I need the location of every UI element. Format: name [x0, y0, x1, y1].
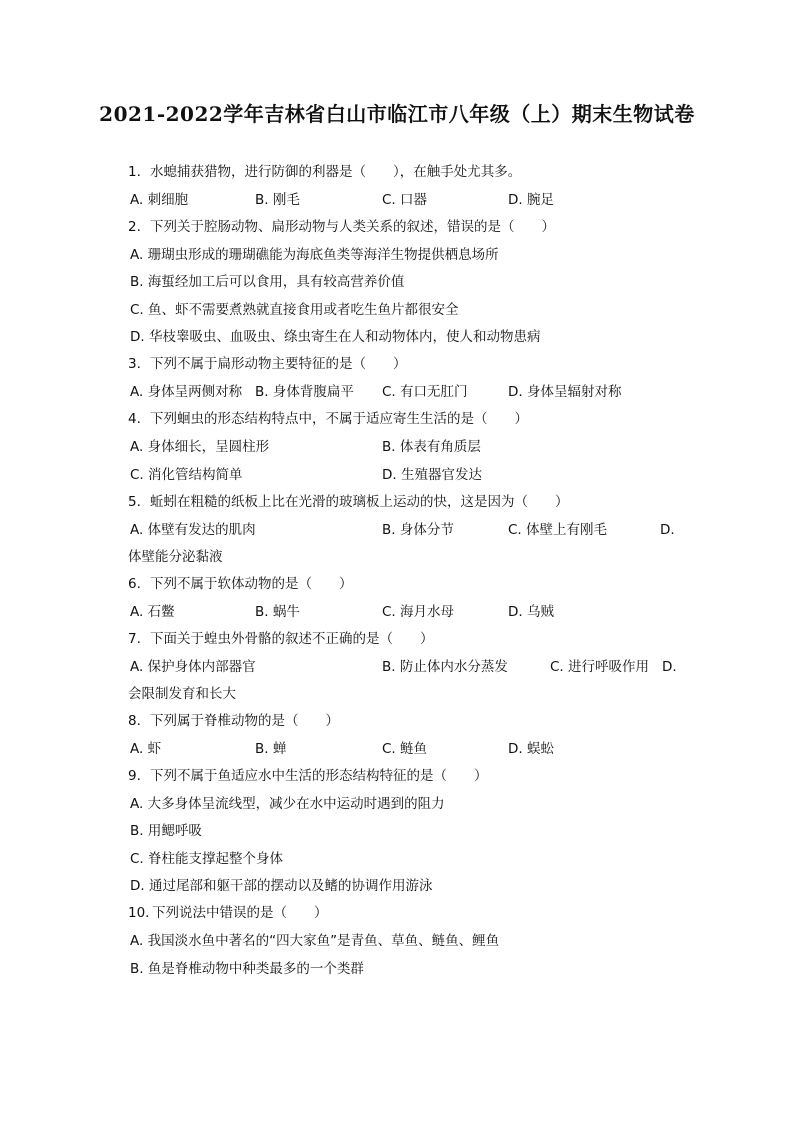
- option-a: A. 珊瑚虫形成的珊瑚礁能为海底鱼类等海洋生物提供栖息场所: [130, 247, 499, 263]
- question-number: 6.: [128, 576, 141, 592]
- option-c: C. 脊柱能支撑起整个身体: [130, 851, 284, 867]
- option-a: A. 大多身体呈流线型，减少在水中运动时遇到的阻力: [130, 796, 445, 812]
- option-b: B. 鱼是脊椎动物中种类最多的一个类群: [130, 961, 364, 977]
- option-d-text: 会限制发育和长大: [128, 686, 236, 702]
- question-text: 下列蛔虫的形态结构特点中，不属于适应寄生生活的是（ ）: [150, 411, 528, 427]
- option-c: C. 鲢鱼: [382, 741, 428, 757]
- option-c: C. 有口无肛门: [382, 384, 468, 400]
- option-c: C. 进行呼吸作用: [550, 659, 650, 675]
- option-d: D. 通过尾部和躯干部的摆动以及鳍的协调作用游泳: [130, 878, 433, 894]
- question-number: 10.: [128, 905, 150, 921]
- option-b: B. 海蜇经加工后可以食用，具有较高营养价值: [130, 274, 405, 290]
- option-b: B. 身体分节: [382, 522, 454, 538]
- question-number: 1.: [128, 164, 141, 180]
- option-a: A. 身体呈两侧对称: [130, 384, 243, 400]
- option-d: D. 华枝睾吸虫、血吸虫、绦虫寄生在人和动物体内，使人和动物患病: [130, 329, 541, 345]
- option-c: C. 鱼、虾不需要煮熟就直接食用或者吃生鱼片都很安全: [130, 302, 459, 318]
- option-d: D. 腕足: [508, 192, 554, 208]
- option-a: A. 石鳖: [130, 604, 175, 620]
- question-text: 下列关于腔肠动物、扁形动物与人类关系的叙述，错误的是（ ）: [150, 219, 555, 235]
- option-c: C. 口器: [382, 192, 428, 208]
- option-b: B. 蜗牛: [255, 604, 300, 620]
- option-d: D. 蜈蚣: [508, 741, 554, 757]
- question-text: 下列属于脊椎动物的是（ ）: [150, 713, 339, 729]
- question-text: 下列不属于扁形动物主要特征的是（ ）: [150, 356, 407, 372]
- question-number: 5.: [128, 494, 141, 510]
- question-text: 水螅捕获猎物，进行防御的利器是（ ），在触手处尤其多。: [150, 164, 522, 180]
- question-number: 7.: [128, 631, 141, 647]
- option-b: B. 用鳃呼吸: [130, 823, 202, 839]
- question-number: 3.: [128, 356, 141, 372]
- option-a: A. 保护身体内部器官: [130, 659, 256, 675]
- option-a: A. 身体细长，呈圆柱形: [130, 439, 270, 455]
- option-c: C. 体壁上有刚毛: [508, 522, 608, 538]
- option-b: B. 蝉: [255, 741, 287, 757]
- question-number: 2.: [128, 219, 141, 235]
- option-c: C. 海月水母: [382, 604, 455, 620]
- question-text: 下面关于蝗虫外骨骼的叙述不正确的是（ ）: [150, 631, 434, 647]
- question-text: 蚯蚓在粗糙的纸板上比在光滑的玻璃板上运动的快，这是因为（ ）: [150, 494, 569, 510]
- option-b: B. 身体背腹扁平: [255, 384, 354, 400]
- option-b: B. 刚毛: [255, 192, 300, 208]
- question-text: 下列说法中错误的是（ ）: [152, 905, 328, 921]
- option-a: A. 我国淡水鱼中著名的“四大家鱼”是青鱼、草鱼、鲢鱼、鲤鱼: [130, 933, 500, 949]
- question-number: 8.: [128, 713, 141, 729]
- option-c: C. 消化管结构简单: [130, 467, 243, 483]
- option-d-label: D.: [660, 522, 675, 538]
- page-title: 2021-2022学年吉林省白山市临江市八年级（上）期末生物试卷: [99, 102, 695, 126]
- option-d: D. 生殖器官发达: [382, 467, 482, 483]
- option-b: B. 体表有角质层: [382, 439, 481, 455]
- option-a: A. 刺细胞: [130, 192, 189, 208]
- option-d-label: D.: [662, 659, 677, 675]
- option-d: D. 身体呈辐射对称: [508, 384, 622, 400]
- question-text: 下列不属于软体动物的是（ ）: [150, 576, 353, 592]
- option-b: B. 防止体内水分蒸发: [382, 659, 508, 675]
- question-number: 9.: [128, 768, 141, 784]
- question-number: 4.: [128, 411, 141, 427]
- option-a: A. 体壁有发达的肌肉: [130, 522, 256, 538]
- question-1: [128, 163, 141, 181]
- option-d-text: 体壁能分泌黏液: [128, 549, 223, 565]
- option-d: D. 乌贼: [508, 604, 554, 620]
- option-a: A. 虾: [130, 741, 162, 757]
- question-text: 下列不属于鱼适应水中生活的形态结构特征的是（ ）: [150, 768, 488, 784]
